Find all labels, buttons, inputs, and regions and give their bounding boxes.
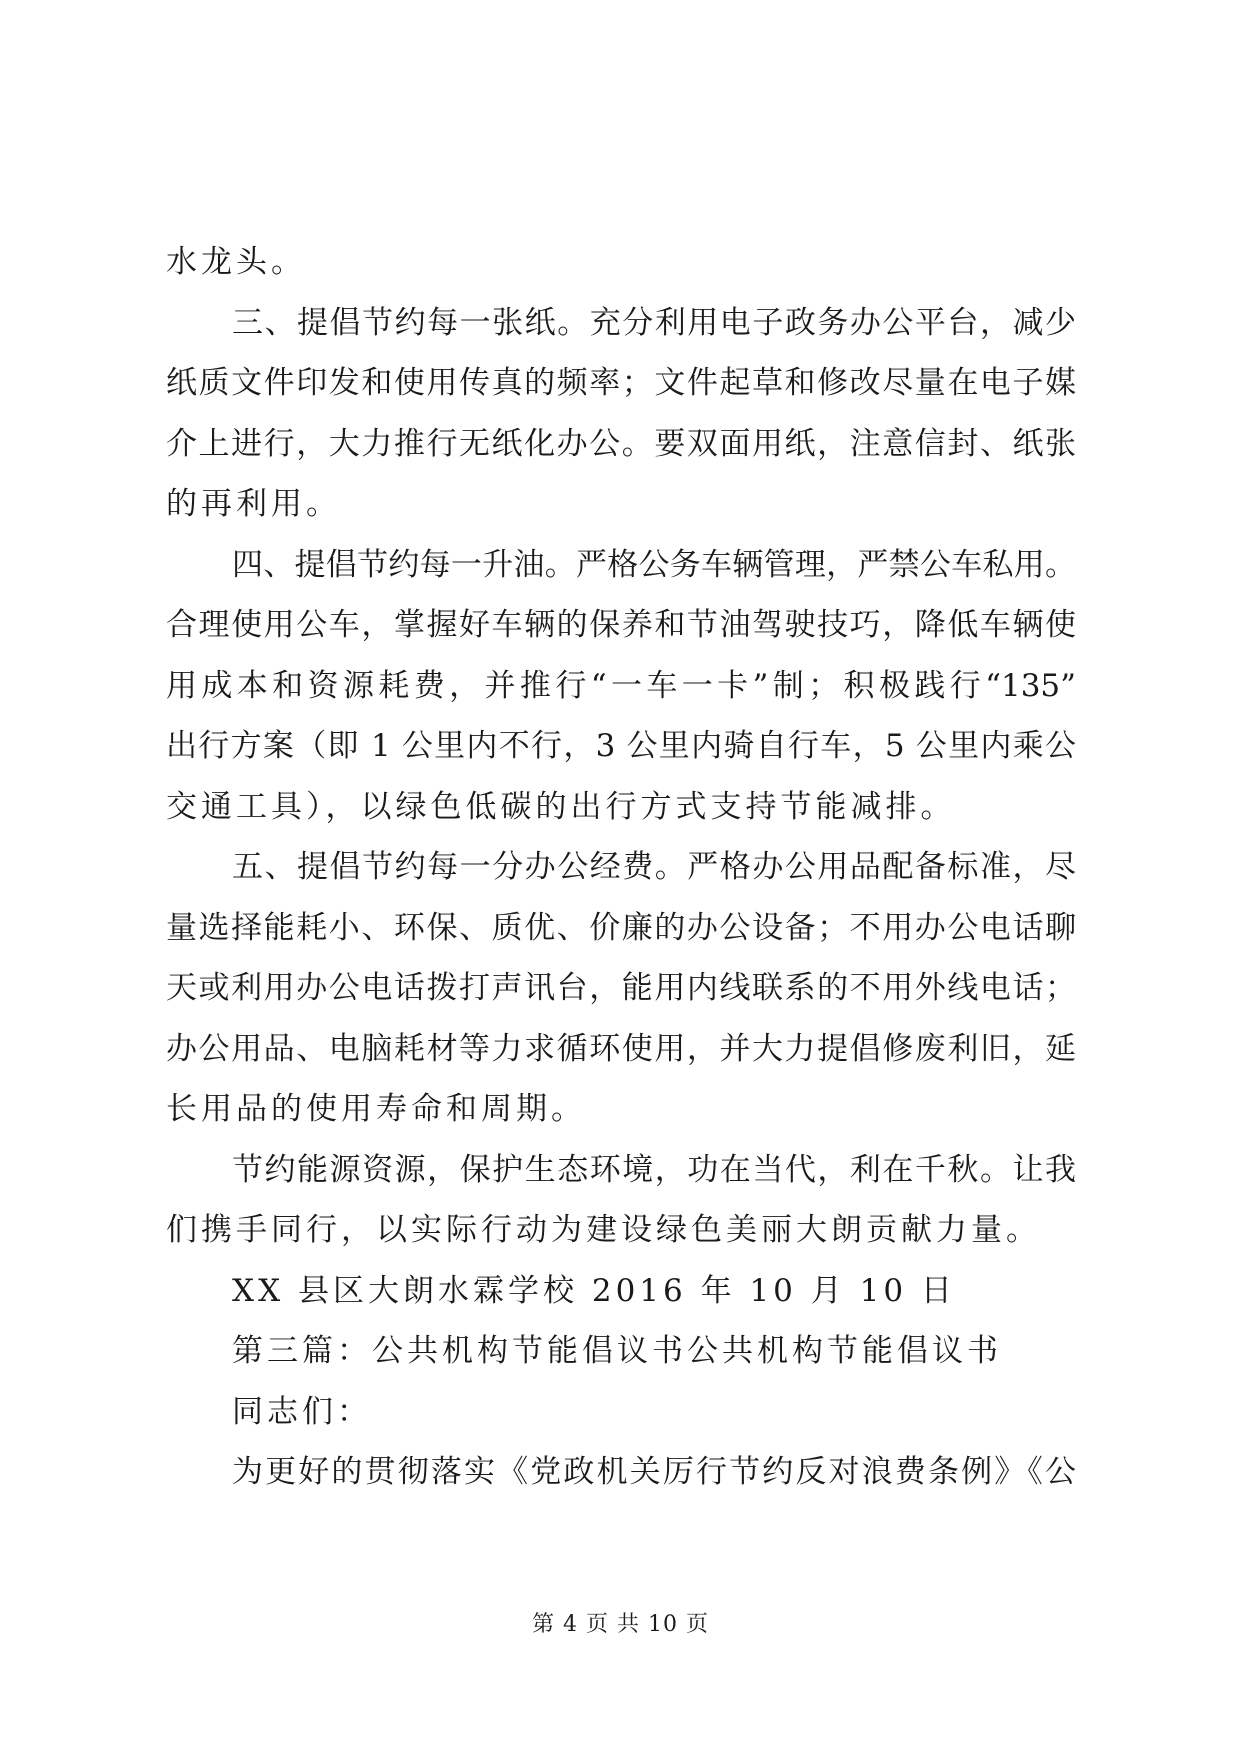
text-line-7: 合理使用公车，掌握好车辆的保养和节油驾驶技巧，降低车辆使	[166, 607, 1076, 643]
text-line-17: 们携手同行，以实际行动为建设绿色美丽大朗贡献力量。	[166, 1212, 1041, 1248]
text-line-15: 长用品的使用寿命和周期。	[166, 1091, 586, 1127]
salutation-line: 同志们：	[232, 1393, 372, 1430]
text-line-3: 纸质文件印发和使用传真的频率；文件起草和修改尽量在电子媒	[166, 365, 1076, 401]
page-number-footer: 第 4 页 共 10 页	[532, 1612, 709, 1637]
text-line-10: 交通工具），以绿色低碳的出行方式支持节能减排。	[166, 788, 956, 825]
text-line-4: 介上进行，大力推行无纸化办公。要双面用纸，注意信封、纸张	[166, 425, 1076, 462]
section-three-heading-line: 三、提倡节约每一张纸。充分利用电子政务办公平台，减少	[232, 304, 1076, 341]
text-line-9: 出行方案（即 1 公里内不行，3 公里内骑自行车，5 公里内乘公	[166, 728, 1076, 764]
text-line-12: 量选择能耗小、环保、质优、价廉的办公设备；不用办公电话聊	[166, 909, 1076, 946]
section-five-heading-line: 五、提倡节约每一分办公经费。严格办公用品配备标准，尽	[232, 849, 1076, 885]
text-line-5: 的再利用。	[166, 486, 341, 522]
text-line-14: 办公用品、电脑耗材等力求循环使用，并大力提倡修废利旧，延	[166, 1030, 1076, 1067]
closing-paragraph-line: 节约能源资源，保护生态环境，功在当代，利在千秋。让我	[232, 1151, 1076, 1188]
chapter-three-title: 第三篇：公共机构节能倡议书公共机构节能倡议书	[232, 1333, 1002, 1369]
text-line-8: 用成本和资源耗费，并推行“一车一卡”制；积极践行“135”	[166, 667, 1076, 704]
document-body	[166, 232, 1076, 1503]
text-line-1: 水龙头。	[166, 244, 306, 280]
text-line-21: 为更好的贯彻落实《党政机关厉行节约反对浪费条例》《公	[232, 1454, 1076, 1490]
section-four-heading-line: 四、提倡节约每一升油。严格公务车辆管理，严禁公车私用。	[232, 546, 1076, 583]
text-line-13: 天或利用办公电话拨打声讯台，能用内线联系的不用外线电话；	[166, 970, 1076, 1006]
signature-date-line: XX 县区大朗水霖学校 2016 年 10 月 10 日	[232, 1272, 956, 1309]
